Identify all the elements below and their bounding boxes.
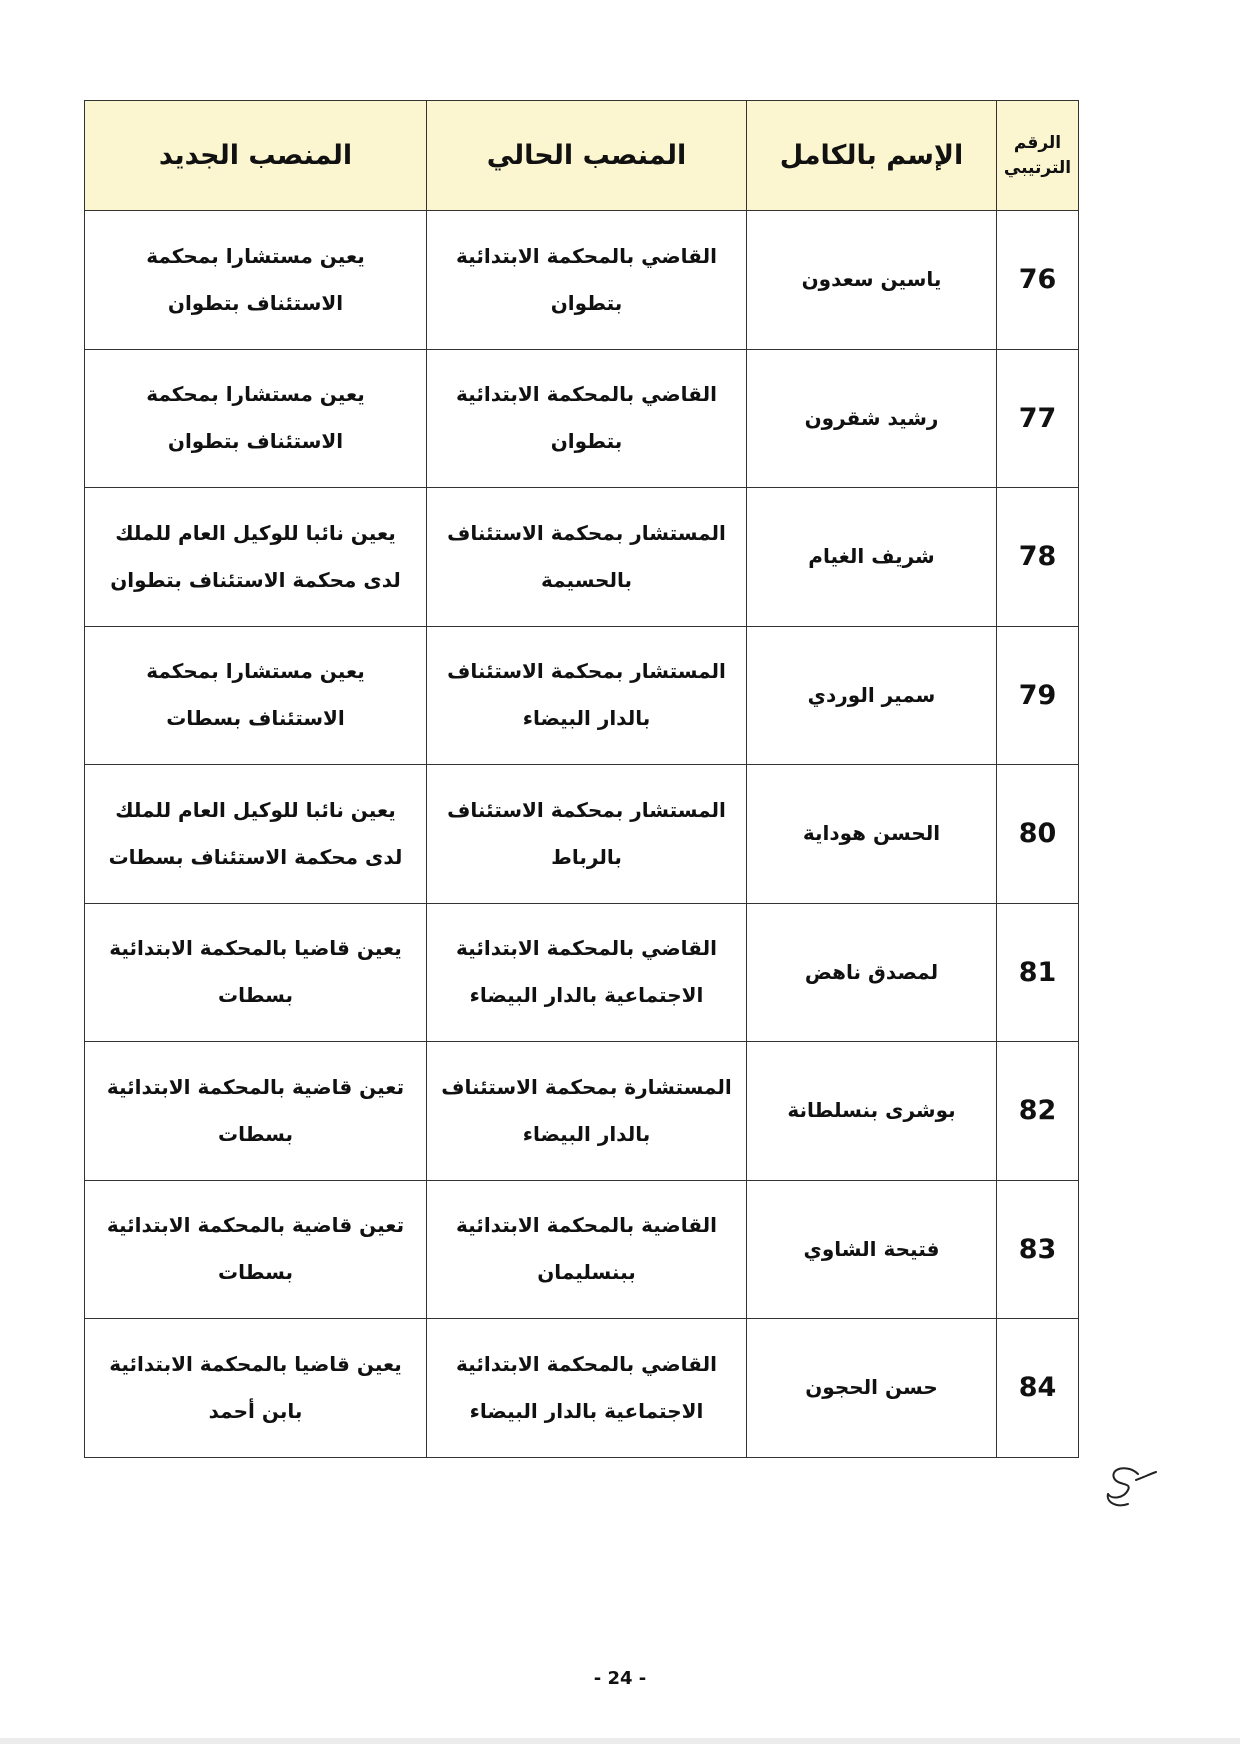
row-name: الحسن هوداية xyxy=(747,765,997,904)
row-number: 78 xyxy=(997,488,1079,627)
row-number: 82 xyxy=(997,1042,1079,1181)
row-name: ياسين سعدون xyxy=(747,211,997,350)
row-name: رشيد شقرون xyxy=(747,349,997,488)
header-row xyxy=(85,101,1079,211)
table-row xyxy=(85,903,1079,1042)
row-new-position: يعين مستشارا بمحكمة الاستئناف بتطوان xyxy=(85,349,427,488)
row-new-position: يعين قاضيا بالمحكمة الابتدائية بابن أحمد xyxy=(85,1319,427,1458)
row-number: 76 xyxy=(997,211,1079,350)
row-new-position: يعين قاضيا بالمحكمة الابتدائية بسطات xyxy=(85,903,427,1042)
row-number: 79 xyxy=(997,626,1079,765)
row-number: 84 xyxy=(997,1319,1079,1458)
row-new-position: يعين نائبا للوكيل العام للملك لدى محكمة الاستئناف بتطوان xyxy=(85,488,427,627)
row-number: 83 xyxy=(997,1180,1079,1319)
row-current-position: القاضي بالمحكمة الابتدائية الاجتماعية بالدار البيضاء xyxy=(427,903,747,1042)
row-current-position: القاضية بالمحكمة الابتدائية ببنسليمان xyxy=(427,1180,747,1319)
row-number: 77 xyxy=(997,349,1079,488)
row-name: سمير الوردي xyxy=(747,626,997,765)
table-row xyxy=(85,349,1079,488)
header-name: الإسم بالكامل xyxy=(747,101,997,211)
row-number: 81 xyxy=(997,903,1079,1042)
page-number: - 24 - xyxy=(593,1668,647,1689)
table-row xyxy=(85,1180,1079,1319)
row-new-position: تعين قاضية بالمحكمة الابتدائية بسطات xyxy=(85,1180,427,1319)
row-current-position: المستشارة بمحكمة الاستئناف بالدار البيضاء xyxy=(427,1042,747,1181)
row-current-position: المستشار بمحكمة الاستئناف بالرباط xyxy=(427,765,747,904)
row-name: حسن الحجون xyxy=(747,1319,997,1458)
row-new-position: يعين مستشارا بمحكمة الاستئناف بتطوان xyxy=(85,211,427,350)
header-new-position: المنصب الجديد xyxy=(85,101,427,211)
table-row xyxy=(85,488,1079,627)
row-current-position: المستشار بمحكمة الاستئناف بالدار البيضاء xyxy=(427,626,747,765)
row-name: شريف الغيام xyxy=(747,488,997,627)
table-row xyxy=(85,1319,1079,1458)
table-body xyxy=(85,211,1079,1458)
header-current-position: المنصب الحالي xyxy=(427,101,747,211)
row-current-position: القاضي بالمحكمة الابتدائية بتطوان xyxy=(427,349,747,488)
header-number: الرقم الترتيبي xyxy=(997,101,1079,211)
handwritten-signature xyxy=(1098,1460,1158,1512)
row-current-position: القاضي بالمحكمة الابتدائية بتطوان xyxy=(427,211,747,350)
row-name: لمصدق ناهض xyxy=(747,903,997,1042)
row-name: بوشرى بنسلطانة xyxy=(747,1042,997,1181)
row-name: فتيحة الشاوي xyxy=(747,1180,997,1319)
row-new-position: تعين قاضية بالمحكمة الابتدائية بسطات xyxy=(85,1042,427,1181)
row-number: 80 xyxy=(997,765,1079,904)
appointments-table xyxy=(84,100,1079,1458)
table-row xyxy=(85,626,1079,765)
row-current-position: المستشار بمحكمة الاستئناف بالحسيمة xyxy=(427,488,747,627)
table-row xyxy=(85,1042,1079,1181)
row-new-position: يعين مستشارا بمحكمة الاستئناف بسطات xyxy=(85,626,427,765)
table-row xyxy=(85,765,1079,904)
row-new-position: يعين نائبا للوكيل العام للملك لدى محكمة الاستئناف بسطات xyxy=(85,765,427,904)
table-header xyxy=(85,101,1079,211)
bottom-divider xyxy=(0,1738,1240,1744)
row-current-position: القاضي بالمحكمة الابتدائية الاجتماعية بالدار البيضاء xyxy=(427,1319,747,1458)
table-row xyxy=(85,211,1079,350)
